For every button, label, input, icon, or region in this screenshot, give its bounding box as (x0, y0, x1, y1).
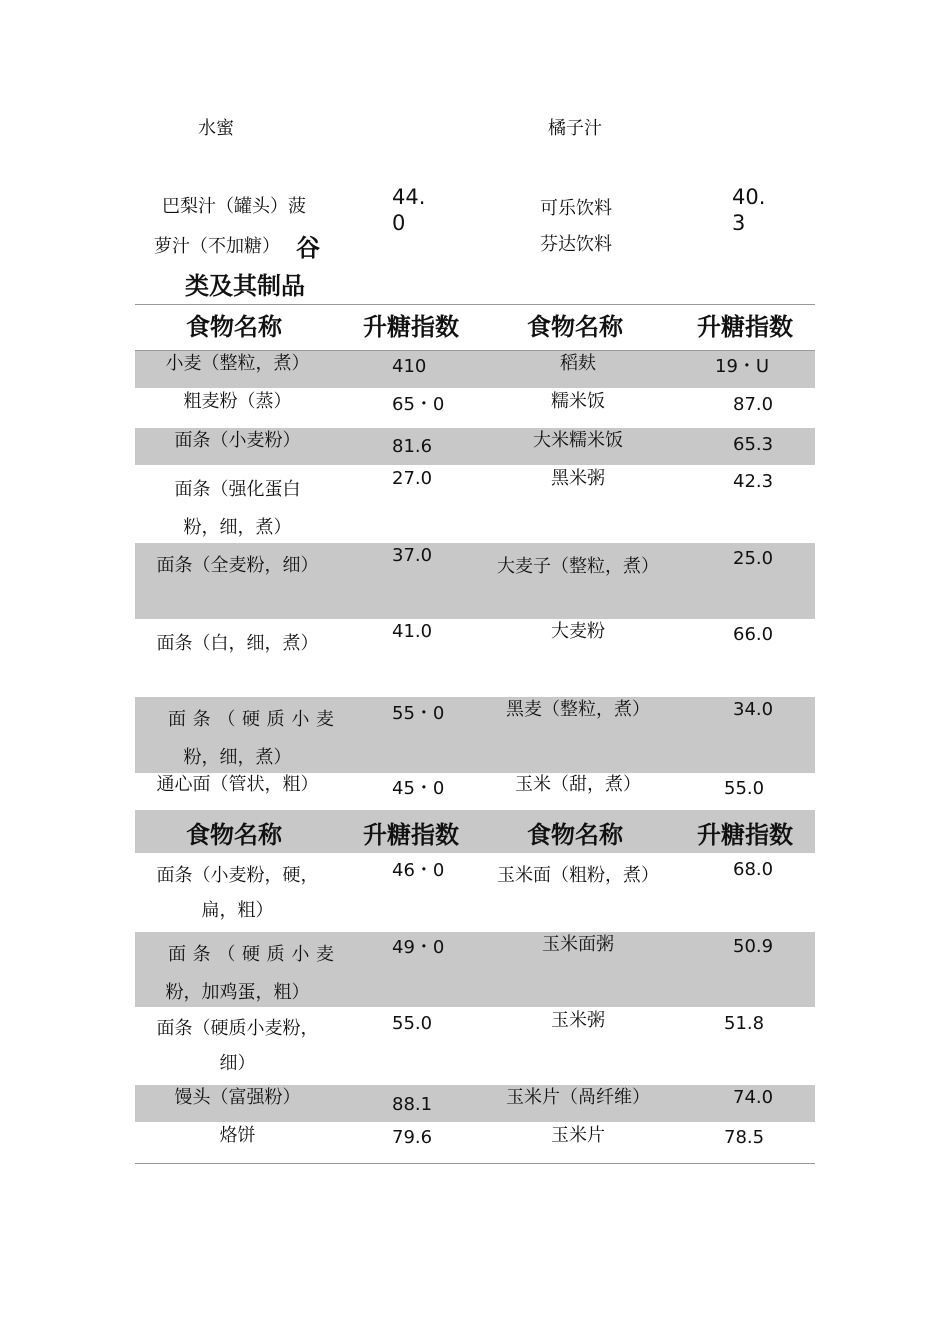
table-cell-gi: 51.8 (724, 1013, 765, 1034)
table-cell-gi: 42.3 (733, 471, 774, 492)
juice-left-line1: 巴梨汁（罐头）菠 (162, 196, 306, 217)
table-cell-food: 面条（硬质小麦 (168, 709, 334, 730)
section-title: 类及其制品 (185, 272, 305, 300)
header-food-name-2: 食物名称 (527, 821, 623, 849)
table-cell-gi: 46・0 (392, 860, 445, 881)
table-cell-gi: 49・0 (392, 937, 445, 958)
table-cell-food-line2: 扁，粗） (201, 900, 274, 921)
table-cell-gi: 19・U (715, 356, 770, 377)
table-cell-food: 大麦子（整粒，煮） (497, 556, 659, 577)
table-cell-food: 馒头（富强粉） (174, 1087, 301, 1108)
table-cell-gi: 41.0 (392, 621, 433, 642)
juice-left-line2: 萝汁（不加糖） (154, 236, 280, 257)
header-gi-1: 升糖指数 (363, 313, 459, 341)
table-cell-food: 黑麦（整粒，煮） (506, 699, 650, 720)
table-cell-gi: 78.5 (724, 1127, 765, 1148)
table-cell-gi: 68.0 (733, 859, 774, 880)
table-cell-gi: 74.0 (733, 1087, 774, 1108)
header-gi-1: 升糖指数 (363, 821, 459, 849)
table-cell-gi: 45・0 (392, 778, 445, 799)
table-cell-food-line2: 细） (219, 1053, 256, 1074)
fragment-right-text: 橘子汁 (548, 118, 602, 139)
table-cell-food: 通心面（管状，粗） (156, 774, 319, 795)
table-cell-food: 玉米片 (551, 1125, 605, 1146)
header-food-name-1: 食物名称 (186, 313, 282, 341)
table-cell-gi: 79.6 (392, 1127, 433, 1148)
table-cell-food: 大米糯米饭 (533, 430, 623, 451)
table-cell-gi: 34.0 (733, 699, 774, 720)
table-cell-gi: 81.6 (392, 436, 433, 457)
table-cell-food-line2: 粉，细，煮） (183, 747, 292, 768)
juice-left-value-a: 44. (392, 185, 426, 209)
juice-left-value-b: 0 (392, 211, 406, 235)
table-cell-food: 面条（小麦粉） (174, 430, 301, 451)
table-cell-gi: 410 (392, 356, 427, 377)
section-title-char: 谷 (296, 234, 320, 262)
header-gi-2: 升糖指数 (697, 313, 793, 341)
table-cell-gi: 55・0 (392, 703, 445, 724)
table-cell-gi: 25.0 (733, 548, 774, 569)
juice-right-line2: 芬达饮料 (540, 234, 612, 255)
table-cell-gi: 66.0 (733, 624, 774, 645)
table-cell-food: 面条（白，细，煮） (156, 633, 319, 654)
table-cell-gi: 37.0 (392, 545, 433, 566)
table-cell-food: 大麦粉 (551, 621, 605, 642)
header-food-name-2: 食物名称 (527, 313, 623, 341)
table-cell-gi: 27.0 (392, 468, 433, 489)
table-cell-food: 面条（强化蛋白 (174, 479, 301, 500)
juice-right-line1: 可乐饮料 (540, 198, 612, 219)
juice-right-value-b: 3 (732, 211, 746, 235)
table-cell-gi: 65・0 (392, 394, 445, 415)
table-cell-food: 稻麸 (560, 353, 596, 374)
table-cell-food: 面条（硬质小麦 (168, 944, 334, 965)
table-cell-food: 玉米（甜，煮） (515, 774, 641, 795)
table-cell-food: 玉米面（粗粉，煮） (497, 865, 659, 886)
table-cell-gi: 50.9 (733, 936, 774, 957)
table-cell-gi: 55.0 (392, 1013, 433, 1034)
fragment-left-text: 水蜜 (198, 118, 234, 139)
table-cell-food: 玉米面粥 (542, 934, 614, 955)
table-top-rule (135, 304, 815, 305)
table-cell-food: 黑米粥 (551, 468, 605, 489)
table-cell-food: 玉米粥 (551, 1010, 605, 1031)
table-cell-food: 面条（硬质小麦粉， (156, 1018, 319, 1039)
table-cell-food-line2: 粉，加鸡蛋，粗） (165, 982, 310, 1003)
table-cell-food: 烙饼 (219, 1125, 256, 1146)
table-cell-gi: 88.1 (392, 1094, 433, 1115)
table-cell-gi: 65.3 (733, 434, 774, 455)
table-cell-food-line2: 粉，细，煮） (183, 517, 292, 538)
table-cell-food: 糯米饭 (551, 391, 605, 412)
table-cell-food: 小麦（整粒，煮） (165, 353, 310, 374)
table-cell-food: 面条（全麦粉，细） (156, 555, 319, 576)
table-bottom-rule (135, 1163, 815, 1164)
table-cell-food: 粗麦粉（蒸） (183, 391, 292, 412)
table-cell-food: 面条（小麦粉，硬， (156, 865, 319, 886)
header-food-name-1: 食物名称 (186, 821, 282, 849)
table-cell-gi: 87.0 (733, 394, 774, 415)
table-cell-food: 玉米片（咼纤维） (506, 1087, 650, 1108)
header-gi-2: 升糖指数 (697, 821, 793, 849)
juice-right-value-a: 40. (732, 185, 766, 209)
table-cell-gi: 55.0 (724, 778, 765, 799)
